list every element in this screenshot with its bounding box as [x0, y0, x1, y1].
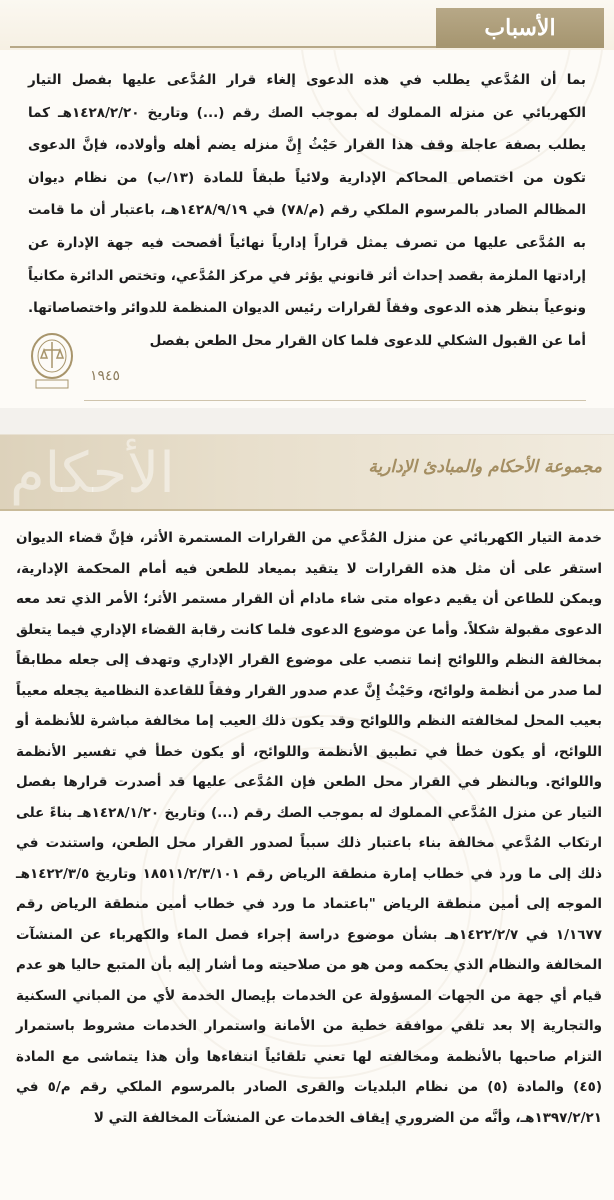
page-upper-text [28, 64, 586, 357]
page-upper [0, 0, 614, 408]
section-title: الأسباب [436, 8, 604, 48]
book-title: مجموعة الأحكام والمبادئ الإدارية [368, 457, 602, 477]
diwan-emblem-icon [28, 330, 76, 392]
page-number: ١٩٤٥ [90, 368, 121, 384]
paragraph: خدمة التيار الكهربائي عن منزل المُدَّعي من القرارات المستمرة الأثر، فإنَّ قضاء الديوان استقر على أن مثل هذه القرارات لا يتقيد بميعاد للطعن فيه أمام المحكمة الإدارية، ويمكن للطاعن أن يقيم دعواه متى شاء مادام أن القرار مستمر الأثر؛ الأمر الذي تعد معه الدعوى مقبولة شكلاً. وأما عن موضوع الدعوى فلما كانت رقابة القضاء الإداري فيما يتعلق بمخالفة النظم واللوائح إنما تنصب على موضوع القرار الإداري وتهدف إلى جعله مطابقاً لما صدر من أنظمة ولوائح، وحَيْثُ إِنَّ عدم صدور القرار وفقاً للقاعدة النظامية يجعله معيباً بعيب المحل لمخالفته النظم واللوائح وقد يكون ذلك العيب إما مخالفة مباشرة للأنظمة أو اللوائح، أو يكون خطأ في تطبيق الأنظمة واللوائح، أو يكون خطأ في تفسير الأنظمة واللوائح. وبالنظر في القرار محل الطعن فإن المُدَّعى عليها قد أصدرت قرارها بفصل التيار عن منزل المُدَّعي المملوك له بموجب الصك رقم (...) وتاريخ ١٤٢٨/١/٢٠هـ بناءً على ارتكاب المُدَّعي مخالفة بناء باعتبار ذلك سبباً لصدور القرار محل الطعن، واستندت في ذلك إلى ما ورد في خطاب إمارة منطقة الرياض رقم ١٨٥١١/٢/٣/١٠١ وتاريخ ١٤٢٢/٣/٥هـ الموجه إلى أمين منطقة الرياض "باعتماد ما ورد في خطاب أمين منطقة الرياض رقم ١/١٦٧٧ في ١٤٢٢/٢/٧هـ بشأن موضوع دراسة إجراء فصل الماء والكهرباء عن المنشآت المخالفة والنظام الذي يحكمه ومن هو من صلاحيته وما أشار إليه بأن المتبع حاليا هو عدم قيام أي جهة من الجهات المسؤولة عن الخدمات بإيصال الخدمة لأي من المباني السكنية والتجارية إلا بعد تلقي موافقة خطية من الأمانة واستمرار الخدمات مشروط باستمرار التزام صاحبها بالأنظمة ومخالفته لها تعني تلقائياً انتفاءها وأن هذا يتماشى مع المادة (٤٥) والمادة (٥) من نظام البلديات والقرى الصادر بالمرسوم الملكي رقم م/٥ في ١٣٩٧/٢/٢١هـ، وأنَّه من الضروري إيقاف الخدمات عن المنشآت المخالفة التي لا [16, 530, 603, 1126]
paragraph: بما أن المُدَّعي يطلب في هذه الدعوى إلغاء قرار المُدَّعى عليها بفصل التيار الكهربائي عن منزله المملوك له بموجب الصك رقم (...) وتاريخ ١٤٢٨/٢/٢٠هـ كما يطلب بصفة عاجلة وقف هذا القرار حَيْثُ إِنَّ منزله يضم أهله وأولاده، فإنَّ الدعوى تكون من اختصاص المحاكم الإدارية ولائياً طبقاً للمادة (١٣/ب) من نظام ديوان المظالم الصادر بالمرسوم الملكي رقم (م/٧٨) في ١٤٢٨/٩/١٩هـ، باعتبار أن ما قامت به المُدَّعى عليها من تصرف يمثل قراراً إدارياً نهائياً أفصحت فيه جهة الإدارة عن إرادتها الملزمة بقصد إحداث أثر قانوني يؤثر في مركز المُدَّعي، وتختص الدائرة مكانياً ونوعياً بنظر هذه الدعوى وفقاً لقرارات رئيس الديوان المنظمة للدوائر واختصاصاتها. أما عن القبول الشكلي للدعوى فلما كان القرار محل الطعن بفصل [28, 72, 586, 349]
section-header [0, 0, 614, 50]
footer-divider [84, 400, 586, 401]
header-ghost-text: الأحكام [10, 441, 175, 506]
header-divider [10, 46, 436, 48]
page-lower-text [16, 523, 602, 1133]
page-lower [0, 434, 614, 1200]
page-gap [0, 408, 614, 434]
header-divider [0, 509, 614, 511]
page-header-band [0, 435, 614, 511]
